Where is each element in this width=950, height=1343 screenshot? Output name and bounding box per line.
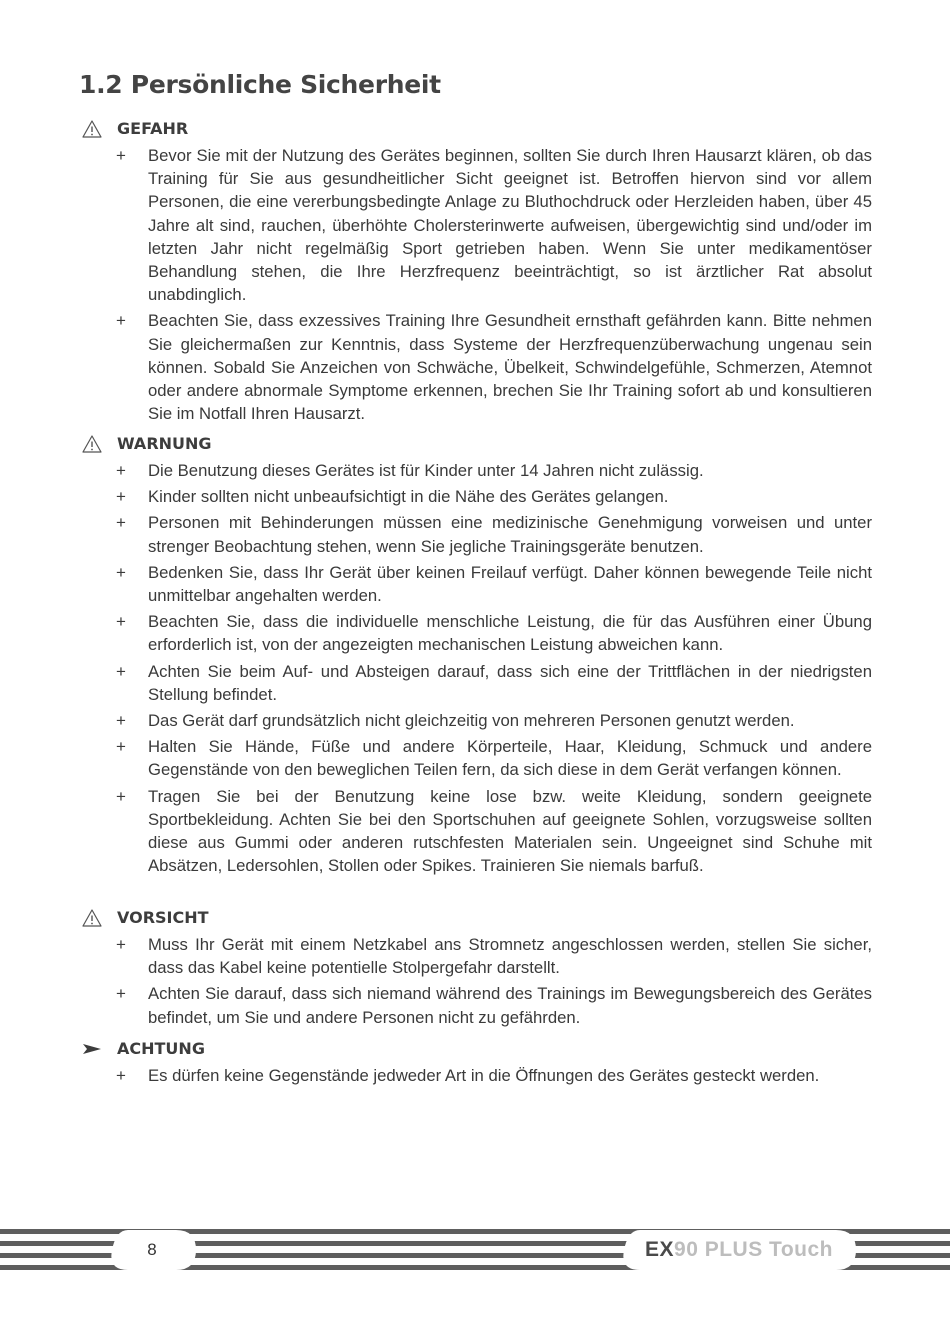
plus-bullet: + [116, 984, 126, 1004]
list-item-text: Bedenken Sie, dass Ihr Gerät über keinen Freilauf verfügt. Daher können bewegende Teile nicht unmittelbar angehalten werden. [148, 562, 872, 606]
arrow-pointer-icon [82, 1040, 102, 1058]
list-item-text: Beachten Sie, dass die individuelle menschliche Leistung, die für das Ausführen einer Übung erforderlich ist, von der angezeigten mechanischen Leistung abweichen kann. [148, 612, 872, 655]
section-header [0, 434, 950, 456]
list-item [0, 610, 950, 656]
list-item [0, 709, 950, 732]
page-number: 8 [147, 1240, 157, 1259]
section-gefahr [0, 119, 950, 425]
warning-triangle-icon [82, 435, 102, 453]
product-name-prefix: EX [645, 1238, 675, 1261]
list-item-text: Achten Sie darauf, dass sich niemand während des Trainings im Bewegungsbereich des Gerätes befindet, um Sie und andere Personen nicht zu gefährden. [148, 984, 872, 1027]
plus-bullet: + [116, 612, 126, 632]
list-item-text: Das Gerät darf grundsätzlich nicht gleichzeitig von mehreren Personen genutzt werden. [148, 711, 795, 731]
warning-triangle-icon [82, 909, 102, 927]
warning-triangle-icon [82, 120, 102, 138]
plus-bullet: + [116, 786, 126, 806]
section-header [0, 119, 950, 141]
list-item-text: Kinder sollten nicht unbeaufsichtigt in die Nähe des Gerätes gelangen. [148, 487, 669, 507]
section-header [0, 908, 950, 930]
list-item [0, 309, 950, 425]
page-title: 1.2 Persönliche Sicherheit [79, 70, 441, 99]
list-item-text: Achten Sie beim Auf- und Absteigen darauf, dass sich eine der Trittflächen in der niedrigsten Stellung befindet. [148, 661, 872, 704]
bullet-list [0, 933, 950, 1029]
list-item [0, 933, 950, 979]
list-item [0, 144, 950, 306]
list-item [0, 485, 950, 508]
plus-bullet: + [116, 562, 126, 582]
plus-bullet: + [116, 661, 126, 681]
plus-bullet: + [116, 711, 126, 731]
list-item-text: Tragen Sie bei der Benutzung keine lose bzw. weite Kleidung, sondern geeignete Sportbekleidung. Achten Sie bei den Sportschuhen auf geeignete Sohlen, vorzugsweise sollten diese aus Gummi oder anderen rutschfesten Materialen sein. Ungeeignet sind Schuhe mit Absätzen, Ledersohlen, Stollen oder Spikes. Trainieren Sie niemals barfuß. [148, 786, 872, 876]
bullet-list [0, 1064, 950, 1087]
section-title: ACHTUNG [117, 1039, 205, 1058]
list-item-text: Bevor Sie mit der Nutzung des Gerätes beginnen, sollten Sie durch Ihren Hausarzt klären, ob das Training für Sie aus gesundheitlicher Sicht geeignet ist. Betroffen hiervon sind vor allem Personen, die eine vererbungsbedingte Anlage zu Bluthochdruck oder Herzleiden haben, über 45 Jahre alt sind, rauchen, überhöhte Cholersterinwerte aufweisen, übergewichtig sind und/oder im letzten Jahr nicht regelmäßig Sport getrieben haben. Wenn Sie unter medikamentöser Behandlung stehen, die Ihre Herzfrequenz beeinträchtigt, so ist ärztlicher Rat absolut unabdinglich. [148, 146, 872, 305]
section-title: VORSICHT [117, 908, 209, 927]
section-achtung [0, 1039, 950, 1087]
plus-bullet: + [116, 737, 126, 757]
plus-bullet: + [116, 311, 126, 331]
list-item [0, 982, 950, 1028]
list-item-text: Beachten Sie, dass exzessives Training Ihre Gesundheit ernsthaft gefährden kann. Bitte nehmen Sie gleichermaßen zur Kenntnis, dass Systeme der Herzfrequenzüberwachung ungenau sein können. Sobald Sie Anzeichen von Schwäche, Übelkeit, Schwindelgefühle, Schmerzen, Atemnot oder andere abnormale Symptome erkennen, brechen Sie Ihr Training sofort ab und konsultieren Sie im Notfall Ihren Hausarzt. [148, 311, 872, 424]
list-item [0, 1064, 950, 1087]
list-item [0, 511, 950, 557]
plus-bullet: + [116, 461, 126, 480]
plus-bullet: + [116, 513, 126, 533]
list-item-text: Es dürfen keine Gegenstände jedweder Art in die Öffnungen des Gerätes gesteckt werden. [148, 1066, 820, 1085]
plus-bullet: + [116, 1066, 126, 1085]
list-item [0, 735, 950, 781]
section-title: WARNUNG [117, 434, 212, 453]
list-item [0, 660, 950, 706]
bullet-list [0, 459, 950, 877]
list-item-text: Die Benutzung dieses Gerätes ist für Kinder unter 14 Jahren nicht zulässig. [148, 461, 704, 480]
list-item-text: Halten Sie Hände, Füße und andere Körperteile, Haar, Kleidung, Schmuck und andere Gegenstände von den beweglichen Teilen fern, da sich diese in dem Gerät verfangen können. [148, 737, 872, 780]
list-item-text: Muss Ihr Gerät mit einem Netzkabel ans Stromnetz angeschlossen werden, stellen Sie sicher, dass das Kabel keine potentielle Stolpergefahr darstellt. [148, 935, 872, 978]
product-name [626, 1232, 852, 1268]
list-item [0, 459, 950, 482]
list-item [0, 785, 950, 878]
plus-bullet: + [116, 146, 126, 165]
list-item-text: Personen mit Behinderungen müssen eine medizinische Genehmigung vorweisen und unter strenger Beobachtung stehen, wenn Sie jegliche Trainingsgeräte benutzen. [148, 513, 872, 556]
plus-bullet: + [116, 487, 126, 507]
section-title: GEFAHR [117, 119, 189, 138]
product-name-suffix: 90 PLUS Touch [674, 1238, 833, 1261]
plus-bullet: + [116, 935, 126, 954]
list-item [0, 561, 950, 607]
bullet-list [0, 144, 950, 425]
section-warnung [0, 434, 950, 877]
section-header [0, 1039, 950, 1061]
section-vorsicht [0, 908, 950, 1029]
